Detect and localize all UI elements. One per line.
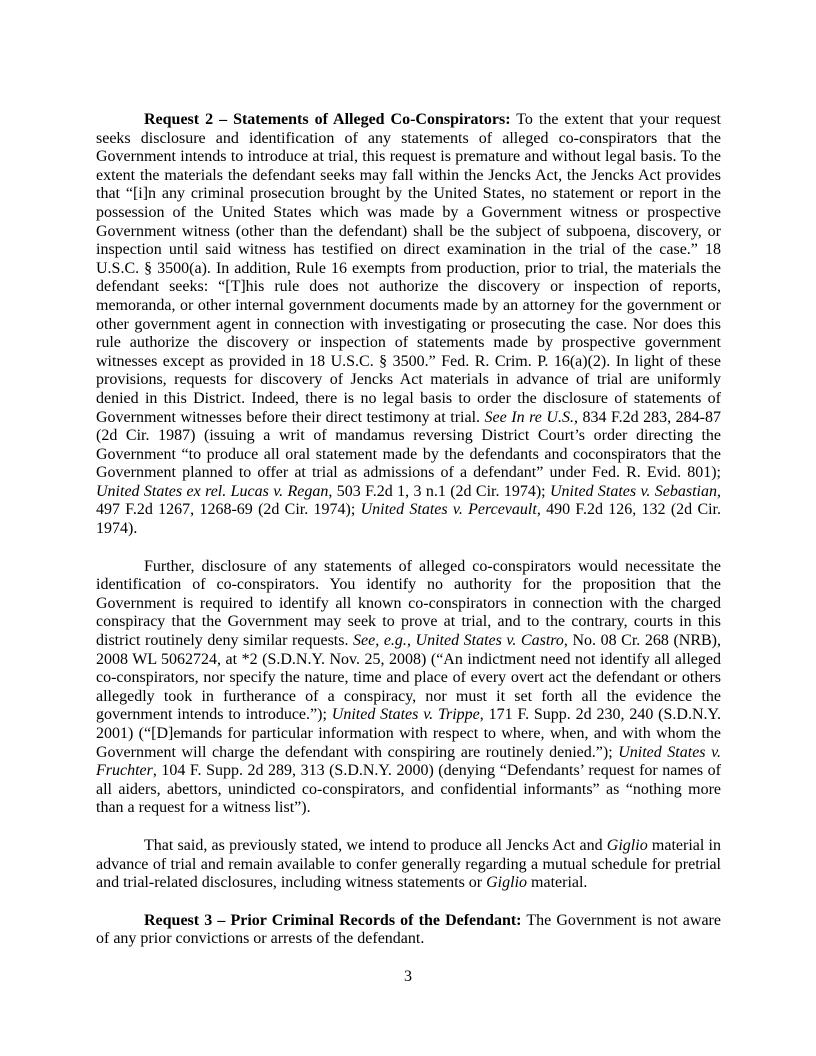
text-run: United States ex rel. Lucas v. Regan (96, 482, 329, 500)
paragraph (96, 912, 721, 949)
text-run: , No. 08 Cr. 268 (NRB), 2008 WL 5062724, at *2 (S.D.N.Y. Nov. 25, 2008) (“An indictment need not identify all alleged co-conspirators, nor specify the nature, time and place of every overt act the defendant or others allegedly took in furtherance of a conspiracy, nor must it set forth all the evidence the government intends to introduce.”); (96, 632, 722, 724)
document-body (96, 111, 721, 968)
text-run: , 497 F.2d 1267, 1268-69 (2d Cir. 1974); (96, 482, 722, 519)
text-run: See In re U.S. (484, 408, 574, 426)
text-run: United States v. Sebastian (550, 482, 718, 500)
text-run: Giglio (486, 874, 528, 892)
text-run: , (406, 632, 416, 650)
text-run: Request 3 – Prior Criminal Records of the Defendant: (144, 911, 522, 929)
text-run: That said, as previously stated, we intend to produce all Jencks Act and (144, 836, 607, 854)
text-run: Request 2 – Statements of Alleged Co-Conspirators: (144, 111, 511, 128)
page-number: 3 (404, 968, 412, 985)
paragraph (96, 111, 721, 539)
text-run: United States v. Fruchter (96, 743, 721, 780)
text-run: United States v. Castro (415, 632, 564, 650)
text-run: The Government is not aware of any prior convictions or arrests of the defendant. (96, 911, 721, 948)
text-run: , 490 F.2d 126, 132 (2d Cir. 1974). (96, 501, 722, 538)
text-run: To the extent that your request seeks disclosure and identification of any statements of alleged co-conspirators that the Government intends to introduce at trial, this request is premature and without legal basis. To the extent the materials the defendant seeks may fall within the Jencks Act, the Jencks Act provides that “[i]n any criminal prosecution brought by the United States, no statement or report in the possession of the United States which was made by a Government witness or prospective Government witness (other than the defendant) shall be the subject of subpoena, discovery, or inspection until said witness has testified on direct examination in the trial of the case.” 18 U.S.C. § 3500(a). In addition, Rule 16 exempts from production, prior to trial, the materials the defendant seeks: “[T]his rule does not authorize the discovery or inspection of reports, memoranda, or other internal government documents made by an attorney for the government or other government agent in connection with investigating or prosecuting the case. Nor does this rule authorize the discovery or inspection of statements made by prospective government witnesses except as provided in 18 U.S.C. § 3500.” Fed. R. Crim. P. 16(a)(2). In light of these provisions, requests for discovery of Jencks Act materials in advance of trial are uniformly denied in this District. Indeed, there is no legal basis to order the disclosure of statements of Government witnesses before their direct testimony at trial. (96, 111, 721, 426)
text-run: See, e.g. (353, 632, 407, 650)
text-run: , 834 F.2d 283, 284-87 (2d Cir. 1987) (issuing a writ of mandamus reversing District Court’s order directing the Government “to produce all oral statement made by the defendants and coconspirators that the Government planned to offer at trial as admissions of a defendant” under Fed. R. Evid. 801); (96, 408, 722, 482)
text-run: , 503 F.2d 1, 3 n.1 (2d Cir. 1974); (328, 482, 550, 500)
text-run: United States v. Percevault (360, 501, 537, 519)
text-run: , 171 F. Supp. 2d 230, 240 (S.D.N.Y. 2001) (“[D]emands for particular information with respect to where, when, and with whom the Government will charge the defendant with conspiring are routinely denied.”); (96, 706, 722, 761)
text-run: material in advance of trial and remain available to confer generally regarding a mutual schedule for pretrial and trial-related disclosures, including witness statements or (96, 836, 721, 892)
paragraph (96, 837, 721, 893)
text-run: Further, disclosure of any statements of alleged co-conspirators would necessitate the identification of co-conspirators. You identify no authority for the proposition that the Government is required to identify all known co-conspirators in connection with the charged conspiracy that the Government may seek to prove at trial, and to the contrary, courts in this district routinely deny similar requests. (96, 557, 721, 650)
text-run: Giglio (606, 836, 648, 854)
text-run: , 104 F. Supp. 2d 289, 313 (S.D.N.Y. 2000) (denying “Defendants’ request for names of all aiders, abettors, unindicted co-conspirators, and confidential informants” as “nothing more than a request for a witness list”). (96, 762, 721, 817)
text-run: material. (527, 874, 588, 892)
paragraph (96, 558, 721, 818)
text-run: United States v. Trippe (331, 706, 480, 724)
